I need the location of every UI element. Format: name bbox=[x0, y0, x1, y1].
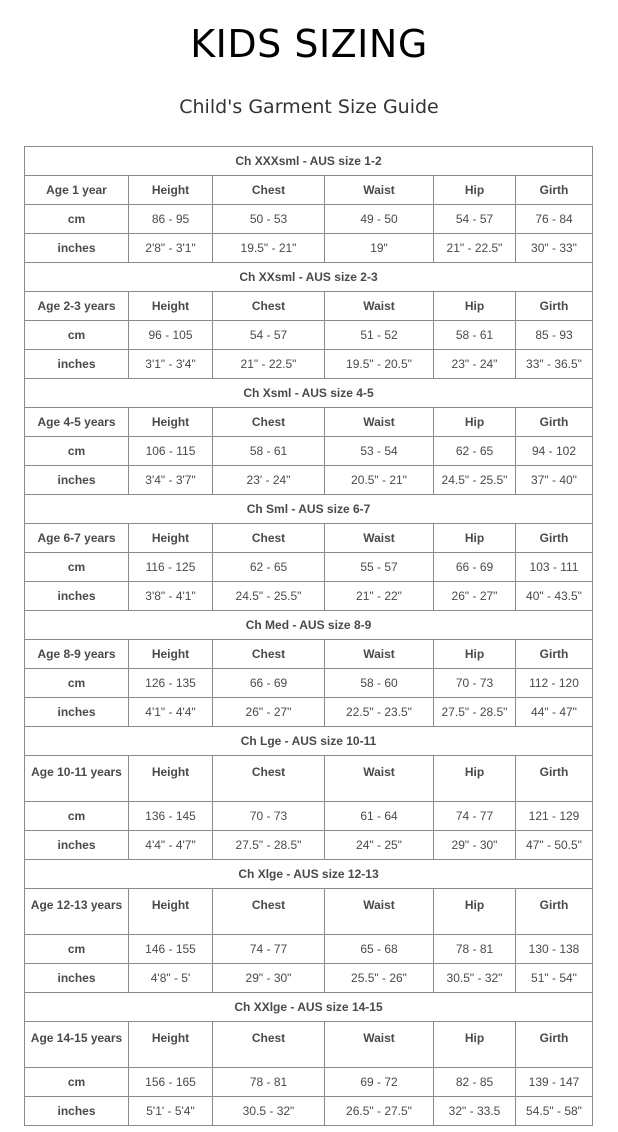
table-cell: 23" - 24" bbox=[434, 350, 516, 379]
table-cell: 66 - 69 bbox=[434, 553, 516, 582]
table-cell: 126 - 135 bbox=[129, 669, 213, 698]
section-title: Ch XXsml - AUS size 2-3 bbox=[25, 263, 593, 292]
table-row bbox=[25, 698, 593, 727]
section-title: Ch Sml - AUS size 6-7 bbox=[25, 495, 593, 524]
unit-label: cm bbox=[25, 669, 129, 698]
table-cell: 30" - 33" bbox=[516, 234, 593, 263]
table-cell: 76 - 84 bbox=[516, 205, 593, 234]
table-cell: 29" - 30" bbox=[213, 964, 325, 993]
column-header-row bbox=[25, 524, 593, 553]
table-cell: 121 - 129 bbox=[516, 802, 593, 831]
table-cell: 33" - 36.5" bbox=[516, 350, 593, 379]
table-row bbox=[25, 350, 593, 379]
table-cell: 62 - 65 bbox=[434, 437, 516, 466]
column-header-row bbox=[25, 1022, 593, 1068]
table-cell: 156 - 165 bbox=[129, 1068, 213, 1097]
section-title-row bbox=[25, 860, 593, 889]
table-cell: 26" - 27" bbox=[434, 582, 516, 611]
table-row bbox=[25, 553, 593, 582]
section-title-row bbox=[25, 993, 593, 1022]
column-header: Waist bbox=[325, 408, 434, 437]
column-header: Hip bbox=[434, 1022, 516, 1068]
table-cell: 86 - 95 bbox=[129, 205, 213, 234]
unit-label: inches bbox=[25, 1097, 129, 1126]
age-label: Age 6-7 years bbox=[25, 524, 129, 553]
age-label: Age 8-9 years bbox=[25, 640, 129, 669]
table-cell: 62 - 65 bbox=[213, 553, 325, 582]
unit-label: inches bbox=[25, 234, 129, 263]
unit-label: cm bbox=[25, 1068, 129, 1097]
column-header: Hip bbox=[434, 292, 516, 321]
table-cell: 4'1" - 4'4" bbox=[129, 698, 213, 727]
unit-label: inches bbox=[25, 350, 129, 379]
table-row bbox=[25, 669, 593, 698]
table-cell: 54 - 57 bbox=[213, 321, 325, 350]
age-label: Age 2-3 years bbox=[25, 292, 129, 321]
table-cell: 55 - 57 bbox=[325, 553, 434, 582]
column-header: Waist bbox=[325, 524, 434, 553]
column-header: Waist bbox=[325, 756, 434, 802]
table-row bbox=[25, 1068, 593, 1097]
table-row bbox=[25, 466, 593, 495]
section-title-row bbox=[25, 495, 593, 524]
section-title-row bbox=[25, 147, 593, 176]
table-cell: 96 - 105 bbox=[129, 321, 213, 350]
column-header: Girth bbox=[516, 640, 593, 669]
table-cell: 19.5" - 21" bbox=[213, 234, 325, 263]
column-header: Hip bbox=[434, 889, 516, 935]
table-cell: 4'8" - 5' bbox=[129, 964, 213, 993]
table-cell: 70 - 73 bbox=[213, 802, 325, 831]
table-cell: 22.5" - 23.5" bbox=[325, 698, 434, 727]
table-cell: 58 - 61 bbox=[213, 437, 325, 466]
table-cell: 30.5 - 32" bbox=[213, 1097, 325, 1126]
column-header: Girth bbox=[516, 408, 593, 437]
table-cell: 3'4" - 3'7" bbox=[129, 466, 213, 495]
table-cell: 21" - 22.5" bbox=[434, 234, 516, 263]
table-cell: 78 - 81 bbox=[434, 935, 516, 964]
table-row bbox=[25, 321, 593, 350]
section-title: Ch Lge - AUS size 10-11 bbox=[25, 727, 593, 756]
table-cell: 19" bbox=[325, 234, 434, 263]
column-header: Height bbox=[129, 524, 213, 553]
table-cell: 74 - 77 bbox=[213, 935, 325, 964]
size-guide-table bbox=[24, 146, 593, 1126]
column-header: Height bbox=[129, 640, 213, 669]
table-cell: 94 - 102 bbox=[516, 437, 593, 466]
table-cell: 54.5" - 58" bbox=[516, 1097, 593, 1126]
column-header: Girth bbox=[516, 889, 593, 935]
column-header: Chest bbox=[213, 1022, 325, 1068]
table-cell: 19.5" - 20.5" bbox=[325, 350, 434, 379]
column-header-row bbox=[25, 756, 593, 802]
column-header: Height bbox=[129, 292, 213, 321]
unit-label: cm bbox=[25, 321, 129, 350]
table-cell: 51" - 54" bbox=[516, 964, 593, 993]
column-header: Waist bbox=[325, 292, 434, 321]
table-cell: 106 - 115 bbox=[129, 437, 213, 466]
table-row bbox=[25, 964, 593, 993]
table-cell: 54 - 57 bbox=[434, 205, 516, 234]
age-label: Age 1 year bbox=[25, 176, 129, 205]
table-cell: 24" - 25" bbox=[325, 831, 434, 860]
column-header: Chest bbox=[213, 408, 325, 437]
table-cell: 2'8" - 3'1" bbox=[129, 234, 213, 263]
column-header: Height bbox=[129, 889, 213, 935]
page-title: KIDS SIZING bbox=[190, 22, 428, 66]
column-header: Height bbox=[129, 176, 213, 205]
column-header: Chest bbox=[213, 292, 325, 321]
table-cell: 103 - 111 bbox=[516, 553, 593, 582]
column-header: Height bbox=[129, 1022, 213, 1068]
section-title: Ch Med - AUS size 8-9 bbox=[25, 611, 593, 640]
table-cell: 21" - 22" bbox=[325, 582, 434, 611]
table-cell: 3'1" - 3'4" bbox=[129, 350, 213, 379]
table-cell: 26.5" - 27.5" bbox=[325, 1097, 434, 1126]
column-header: Girth bbox=[516, 756, 593, 802]
table-cell: 21" - 22.5" bbox=[213, 350, 325, 379]
column-header: Chest bbox=[213, 176, 325, 205]
table-cell: 116 - 125 bbox=[129, 553, 213, 582]
table-row bbox=[25, 205, 593, 234]
table-cell: 27.5" - 28.5" bbox=[434, 698, 516, 727]
section-title: Ch XXXsml - AUS size 1-2 bbox=[25, 147, 593, 176]
table-cell: 146 - 155 bbox=[129, 935, 213, 964]
table-cell: 44" - 47" bbox=[516, 698, 593, 727]
section-title-row bbox=[25, 611, 593, 640]
table-cell: 74 - 77 bbox=[434, 802, 516, 831]
column-header: Hip bbox=[434, 640, 516, 669]
table-cell: 51 - 52 bbox=[325, 321, 434, 350]
table-cell: 50 - 53 bbox=[213, 205, 325, 234]
column-header-row bbox=[25, 889, 593, 935]
table-row bbox=[25, 582, 593, 611]
table-cell: 37" - 40" bbox=[516, 466, 593, 495]
table-cell: 20.5" - 21" bbox=[325, 466, 434, 495]
table-cell: 112 - 120 bbox=[516, 669, 593, 698]
column-header-row bbox=[25, 640, 593, 669]
table-cell: 27.5" - 28.5" bbox=[213, 831, 325, 860]
size-guide-body bbox=[25, 147, 593, 1126]
table-cell: 25.5" - 26" bbox=[325, 964, 434, 993]
table-cell: 65 - 68 bbox=[325, 935, 434, 964]
unit-label: inches bbox=[25, 466, 129, 495]
table-cell: 69 - 72 bbox=[325, 1068, 434, 1097]
section-title-row bbox=[25, 379, 593, 408]
column-header: Chest bbox=[213, 640, 325, 669]
column-header: Height bbox=[129, 756, 213, 802]
table-cell: 47" - 50.5" bbox=[516, 831, 593, 860]
unit-label: inches bbox=[25, 964, 129, 993]
column-header: Hip bbox=[434, 524, 516, 553]
table-row bbox=[25, 935, 593, 964]
table-cell: 130 - 138 bbox=[516, 935, 593, 964]
table-row bbox=[25, 437, 593, 466]
unit-label: cm bbox=[25, 802, 129, 831]
table-cell: 32" - 33.5 bbox=[434, 1097, 516, 1126]
unit-label: inches bbox=[25, 831, 129, 860]
table-cell: 26" - 27" bbox=[213, 698, 325, 727]
section-title: Ch Xlge - AUS size 12-13 bbox=[25, 860, 593, 889]
table-cell: 30.5" - 32" bbox=[434, 964, 516, 993]
page-subtitle: Child's Garment Size Guide bbox=[179, 96, 439, 118]
table-cell: 136 - 145 bbox=[129, 802, 213, 831]
table-cell: 70 - 73 bbox=[434, 669, 516, 698]
table-row bbox=[25, 234, 593, 263]
table-cell: 53 - 54 bbox=[325, 437, 434, 466]
table-row bbox=[25, 831, 593, 860]
column-header: Girth bbox=[516, 176, 593, 205]
table-cell: 40" - 43.5" bbox=[516, 582, 593, 611]
column-header: Hip bbox=[434, 756, 516, 802]
table-cell: 85 - 93 bbox=[516, 321, 593, 350]
table-cell: 24.5" - 25.5" bbox=[434, 466, 516, 495]
age-label: Age 10-11 years bbox=[25, 756, 129, 802]
column-header: Hip bbox=[434, 176, 516, 205]
section-title: Ch XXlge - AUS size 14-15 bbox=[25, 993, 593, 1022]
column-header: Waist bbox=[325, 640, 434, 669]
column-header-row bbox=[25, 408, 593, 437]
unit-label: cm bbox=[25, 437, 129, 466]
unit-label: cm bbox=[25, 935, 129, 964]
table-cell: 58 - 60 bbox=[325, 669, 434, 698]
section-title-row bbox=[25, 263, 593, 292]
table-cell: 49 - 50 bbox=[325, 205, 434, 234]
table-cell: 24.5" - 25.5" bbox=[213, 582, 325, 611]
table-row bbox=[25, 802, 593, 831]
table-cell: 5'1' - 5'4" bbox=[129, 1097, 213, 1126]
column-header: Girth bbox=[516, 292, 593, 321]
table-cell: 61 - 64 bbox=[325, 802, 434, 831]
column-header: Girth bbox=[516, 1022, 593, 1068]
age-label: Age 4-5 years bbox=[25, 408, 129, 437]
column-header: Waist bbox=[325, 889, 434, 935]
table-cell: 29" - 30" bbox=[434, 831, 516, 860]
column-header: Height bbox=[129, 408, 213, 437]
unit-label: inches bbox=[25, 698, 129, 727]
age-label: Age 12-13 years bbox=[25, 889, 129, 935]
column-header: Chest bbox=[213, 756, 325, 802]
table-cell: 78 - 81 bbox=[213, 1068, 325, 1097]
unit-label: cm bbox=[25, 205, 129, 234]
column-header: Waist bbox=[325, 1022, 434, 1068]
section-title: Ch Xsml - AUS size 4-5 bbox=[25, 379, 593, 408]
unit-label: inches bbox=[25, 582, 129, 611]
column-header: Chest bbox=[213, 524, 325, 553]
table-cell: 66 - 69 bbox=[213, 669, 325, 698]
unit-label: cm bbox=[25, 553, 129, 582]
column-header-row bbox=[25, 176, 593, 205]
table-row bbox=[25, 1097, 593, 1126]
table-cell: 3'8" - 4'1" bbox=[129, 582, 213, 611]
table-cell: 82 - 85 bbox=[434, 1068, 516, 1097]
column-header: Hip bbox=[434, 408, 516, 437]
section-title-row bbox=[25, 727, 593, 756]
table-cell: 4'4" - 4'7" bbox=[129, 831, 213, 860]
age-label: Age 14-15 years bbox=[25, 1022, 129, 1068]
column-header: Girth bbox=[516, 524, 593, 553]
column-header: Waist bbox=[325, 176, 434, 205]
column-header-row bbox=[25, 292, 593, 321]
column-header: Chest bbox=[213, 889, 325, 935]
table-cell: 23' - 24" bbox=[213, 466, 325, 495]
table-cell: 139 - 147 bbox=[516, 1068, 593, 1097]
table-cell: 58 - 61 bbox=[434, 321, 516, 350]
